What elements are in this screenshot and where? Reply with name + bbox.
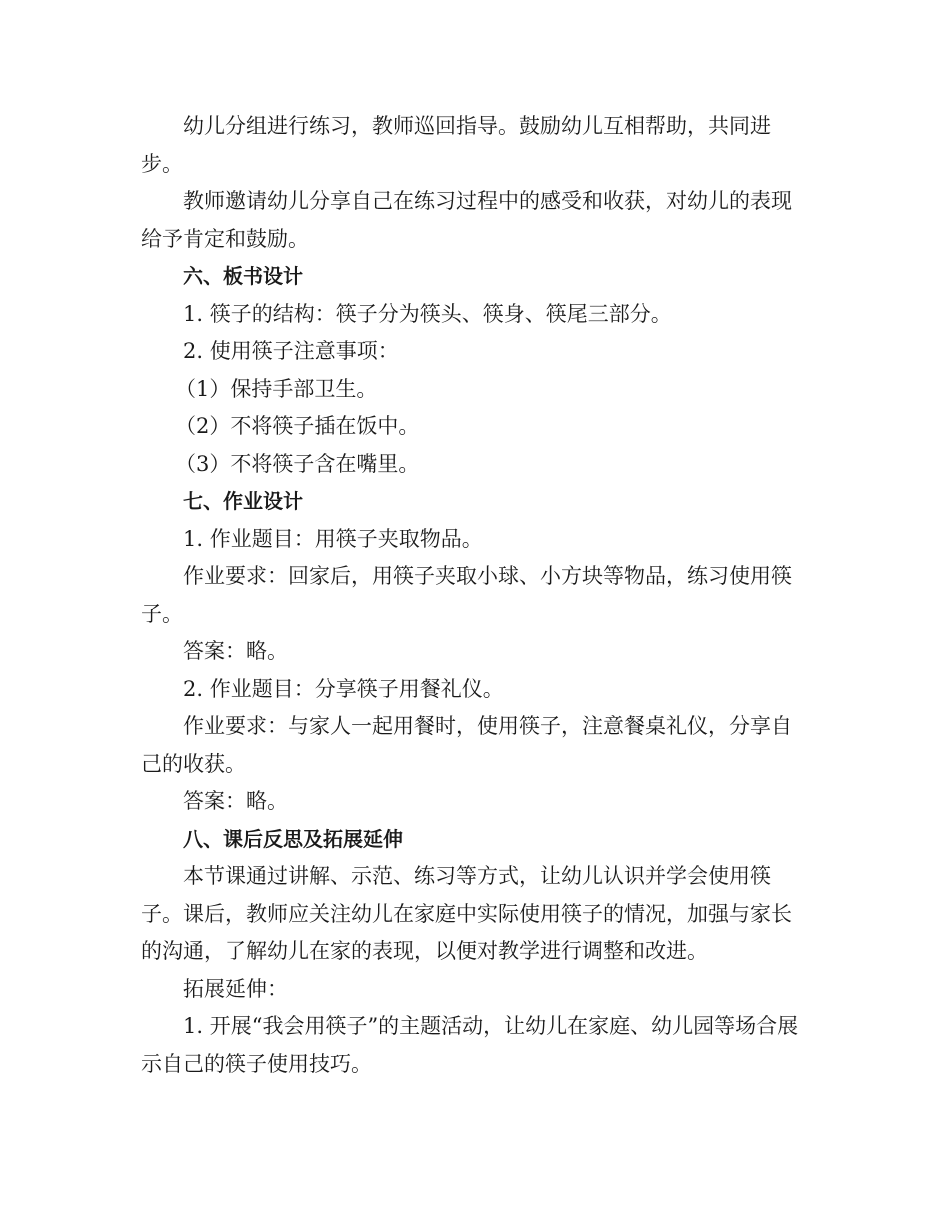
homework-2-title: 2. 作业题目：分享筷子用餐礼仪。 xyxy=(183,676,504,701)
heading-homework-design: 七、作业设计 xyxy=(183,489,303,513)
homework-2-answer: 答案：略。 xyxy=(183,789,288,813)
homework-1-answer: 答案：略。 xyxy=(183,639,288,663)
paragraph-sharing: 教师邀请幼儿分享自己在练习过程中的感受和收获，对幼儿的表现给予肯定和鼓励。 xyxy=(141,189,792,251)
sub-item-no-mouth: （3）不将筷子含在嘴里。 xyxy=(175,451,420,476)
homework-2-requirement: 作业要求：与家人一起用餐时，使用筷子，注意餐桌礼仪，分享自己的收获。 xyxy=(141,714,792,776)
paragraph-reflection: 本节课通过讲解、示范、练习等方式，让幼儿认识并学会使用筷子。课后，教师应关注幼儿在家庭中实际使用筷子的情况，加强与家长的沟通，了解幼儿在家的表现，以便对教学进行调整和改进。 xyxy=(141,864,792,963)
list-item-chopstick-structure: 1. 筷子的结构：筷子分为筷头、筷身、筷尾三部分。 xyxy=(183,301,672,326)
extension-item-1: 1. 开展“我会用筷子”的主题活动，让幼儿在家庭、幼儿园等场合展示自己的筷子使用技巧。 xyxy=(141,1014,799,1076)
document-body xyxy=(141,108,809,1083)
heading-reflection-extension: 八、课后反思及拓展延伸 xyxy=(183,826,403,851)
paragraph-extension-label: 拓展延伸： xyxy=(183,976,288,1001)
heading-blackboard-design: 六、板书设计 xyxy=(183,264,303,288)
sub-item-hand-hygiene: （1）保持手部卫生。 xyxy=(175,376,378,401)
homework-1-requirement: 作业要求：回家后，用筷子夹取小球、小方块等物品，练习使用筷子。 xyxy=(141,564,792,626)
homework-1-title: 1. 作业题目：用筷子夹取物品。 xyxy=(183,526,483,551)
list-item-usage-notes: 2. 使用筷子注意事项： xyxy=(183,339,399,363)
paragraph-group-practice: 幼儿分组进行练习，教师巡回指导。鼓励幼儿互相帮助，共同进步。 xyxy=(141,114,771,176)
sub-item-no-sticking-in-rice: （2）不将筷子插在饭中。 xyxy=(175,414,420,438)
